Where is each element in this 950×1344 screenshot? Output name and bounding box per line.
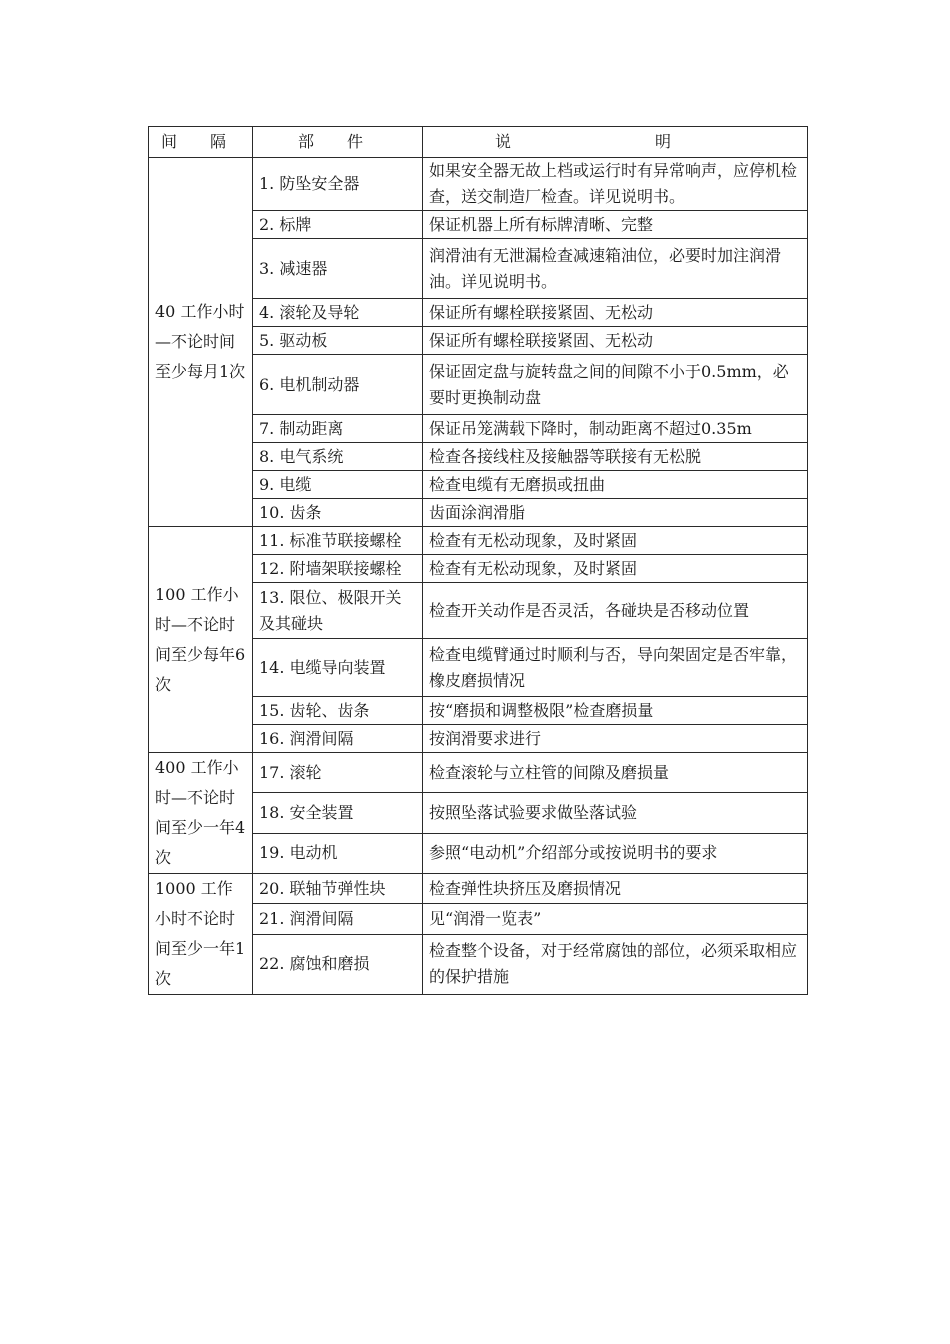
part-cell: 11. 标准节联接螺栓 [253,527,423,555]
description-cell: 按“磨损和调整极限”检查磨损量 [423,697,808,725]
part-cell: 13. 限位、极限开关及其碰块 [253,583,423,639]
description-cell: 参照“电动机”介绍部分或按说明书的要求 [423,833,808,873]
description-cell: 如果安全器无故上档或运行时有异常响声，应停机检查，送交制造厂检查。详见说明书。 [423,158,808,211]
description-cell: 保证所有螺栓联接紧固、无松动 [423,327,808,355]
part-cell: 5. 驱动板 [253,327,423,355]
part-cell: 16. 润滑间隔 [253,725,423,753]
description-cell: 保证固定盘与旋转盘之间的间隙不小于0.5mm，必要时更换制动盘 [423,355,808,415]
interval-cell: 400 工作小时—不论时间至少一年4次 [149,753,253,874]
description-cell: 检查弹性块挤压及磨损情况 [423,874,808,904]
header-description: 说 明 [423,127,808,158]
description-cell: 保证所有螺栓联接紧固、无松动 [423,299,808,327]
description-cell: 检查电缆有无磨损或扭曲 [423,471,808,499]
interval-cell: 40 工作小时—不论时间至少每月1次 [149,158,253,527]
part-cell: 22. 腐蚀和磨损 [253,934,423,995]
table-row [149,874,808,904]
description-cell: 检查开关动作是否灵活，各碰块是否移动位置 [423,583,808,639]
part-cell: 20. 联轴节弹性块 [253,874,423,904]
description-cell: 保证吊笼满载下降时，制动距离不超过0.35m [423,415,808,443]
part-cell: 3. 减速器 [253,239,423,299]
part-cell: 9. 电缆 [253,471,423,499]
interval-cell: 100 工作小时—不论时间至少每年6次 [149,527,253,753]
part-cell: 8. 电气系统 [253,443,423,471]
part-cell: 17. 滚轮 [253,753,423,793]
header-interval: 间 隔 [149,127,253,158]
table-row [149,527,808,555]
description-cell: 检查滚轮与立柱管的间隙及磨损量 [423,753,808,793]
part-cell: 21. 润滑间隔 [253,904,423,934]
part-cell: 18. 安全装置 [253,793,423,833]
part-cell: 2. 标牌 [253,211,423,239]
description-cell: 见“润滑一览表” [423,904,808,934]
part-cell: 14. 电缆导向装置 [253,639,423,697]
description-cell: 润滑油有无泄漏检查减速箱油位，必要时加注润滑油。详见说明书。 [423,239,808,299]
description-cell: 检查有无松动现象，及时紧固 [423,555,808,583]
part-cell: 7. 制动距离 [253,415,423,443]
part-cell: 10. 齿条 [253,499,423,527]
description-cell: 检查电缆臂通过时顺利与否，导向架固定是否牢靠，橡皮磨损情况 [423,639,808,697]
part-cell: 4. 滚轮及导轮 [253,299,423,327]
description-cell: 检查各接线柱及接触器等联接有无松脱 [423,443,808,471]
part-cell: 19. 电动机 [253,833,423,873]
maintenance-table [148,126,808,995]
description-cell: 保证机器上所有标牌清晰、完整 [423,211,808,239]
header-part: 部 件 [253,127,423,158]
description-cell: 齿面涂润滑脂 [423,499,808,527]
interval-cell: 1000 工作小时不论时间至少一年1次 [149,874,253,995]
description-cell: 按照坠落试验要求做坠落试验 [423,793,808,833]
part-cell: 6. 电机制动器 [253,355,423,415]
table-row [149,753,808,793]
description-cell: 按润滑要求进行 [423,725,808,753]
part-cell: 15. 齿轮、齿条 [253,697,423,725]
table-header-row [149,127,808,158]
part-cell: 1. 防坠安全器 [253,158,423,211]
table-row [149,158,808,211]
description-cell: 检查整个设备，对于经常腐蚀的部位，必须采取相应的保护措施 [423,934,808,995]
part-cell: 12. 附墙架联接螺栓 [253,555,423,583]
description-cell: 检查有无松动现象，及时紧固 [423,527,808,555]
table-body [149,158,808,995]
